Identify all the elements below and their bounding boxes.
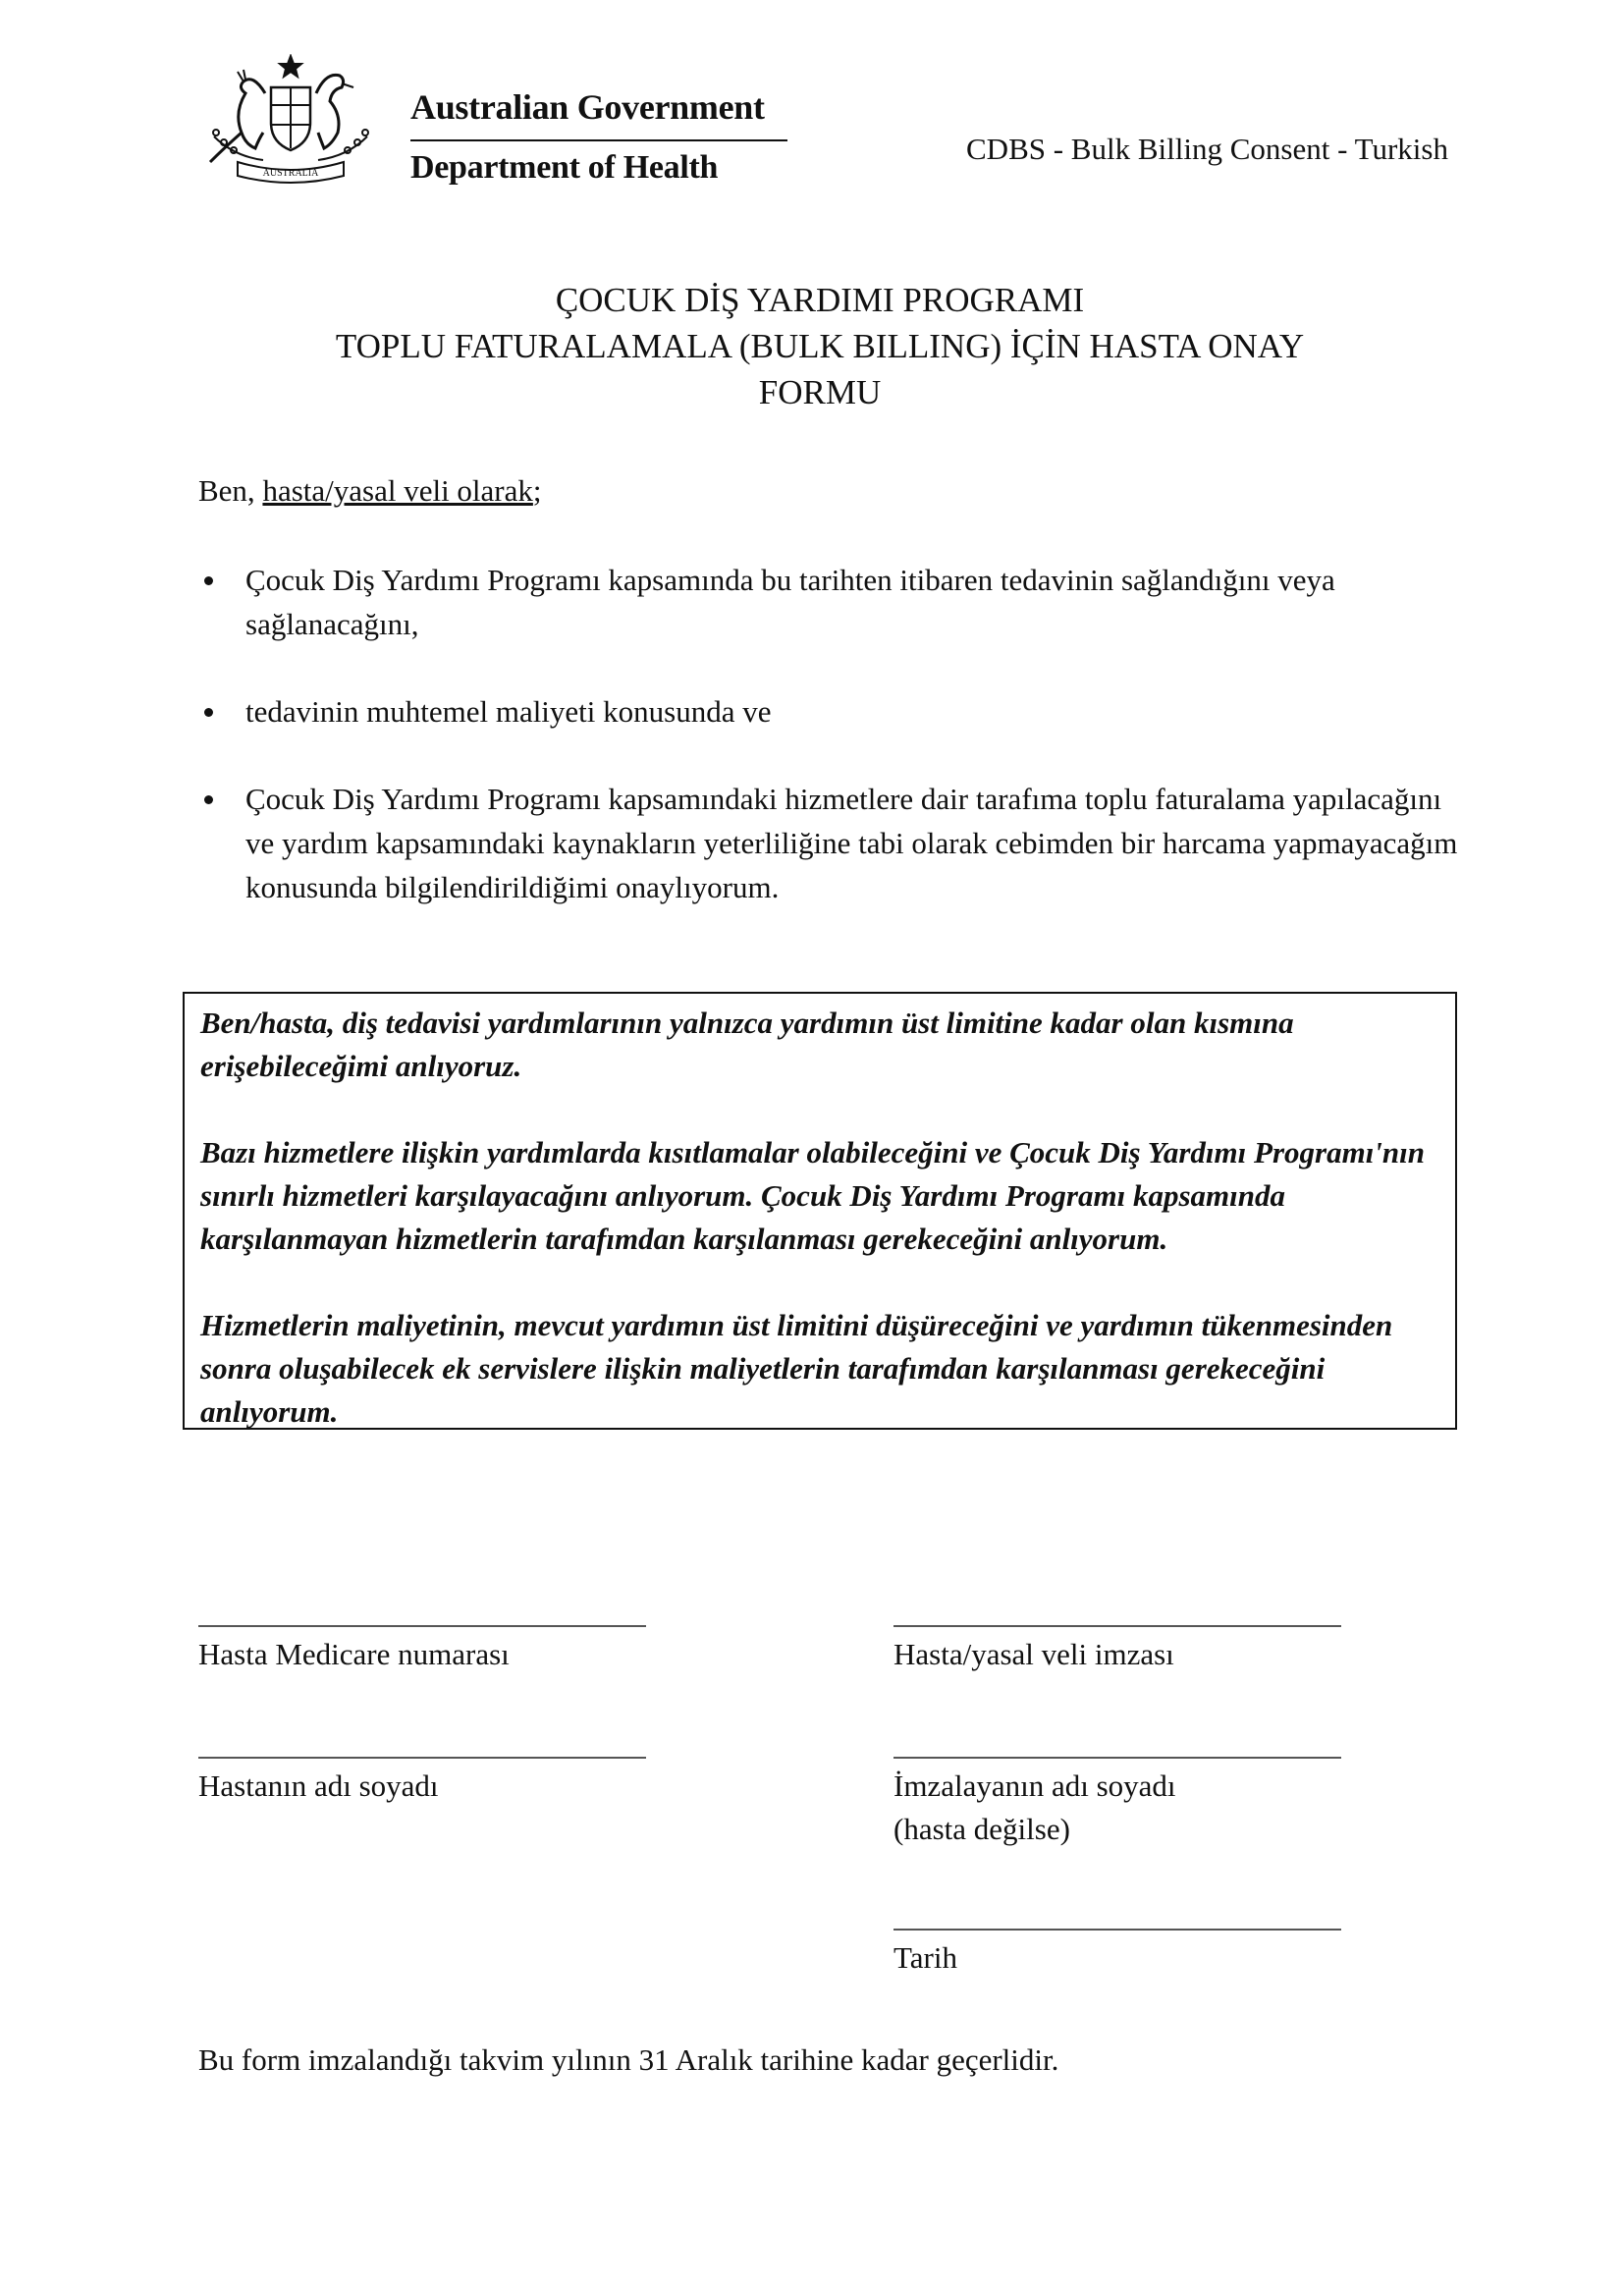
form-title-line-2: TOPLU FATURALAMALA (BULK BILLING) İÇİN HASTA ONAY [335,327,1305,365]
department-name: Department of Health [410,149,719,186]
list-item-text: Çocuk Diş Yardımı Programı kapsamında bu tarihten itibaren tedavinin sağlandığını veya sağlanacağını, [245,563,1335,641]
document-code: CDBS - Bulk Billing Consent - Turkish [966,132,1448,166]
patient-name-field[interactable] [198,1757,646,1759]
header-divider [410,139,787,141]
bullet-icon [204,576,213,585]
date-label: Tarih [893,1940,957,1975]
intro-suffix: ; [532,473,542,508]
list-item-text: Çocuk Diş Yardımı Programı kapsamındaki hizmetlere dair tarafıma toplu faturalama yapılacağını ve yardım kapsamındaki kaynakların yeterliliğine tabi olarak cebimden bir harcama yapmayacağım konusunda bilgilendirildiğimi onaylıyorum. [245,782,1458,904]
signer-name-label: İmzalayanın adı soyadı [893,1768,1176,1803]
bullet-icon [204,708,213,717]
notice-paragraph-3: Hizmetlerin maliyetinin, mevcut yardımın üst limitini düşüreceğini ve yardımın tükenmesinden sonra oluşabilecek ek servislere ilişkin maliyetlerin tarafımdan karşılanması gerekeceğini anlıyorum. [200,1308,1393,1429]
guardian-signature-field[interactable] [893,1625,1341,1627]
signer-name-note: (hasta değilse) [893,1812,1070,1846]
medicare-number-field[interactable] [198,1625,646,1627]
medicare-number-label: Hasta Medicare numarası [198,1637,510,1671]
signer-name-field[interactable] [893,1757,1341,1759]
intro-underlined-role: hasta/yasal veli olarak [262,473,533,508]
form-title-line-1: ÇOCUK DİŞ YARDIMI PROGRAMI [555,281,1085,319]
list-item [198,558,1475,646]
patient-name-label: Hastanın adı soyadı [198,1768,439,1803]
government-name: Australian Government [410,87,765,127]
benefit-limit-notice [183,992,1457,1430]
bullet-icon [204,795,213,804]
acknowledgement-list [198,558,1475,952]
notice-paragraph-1: Ben/hasta, diş tedavisi yardımlarının yalnızca yardımın üst limitine kadar olan kısmına erişebileceğimi anlıyoruz. [200,1006,1294,1083]
list-item [198,777,1475,909]
crest-scroll-text: AUSTRALIA [262,168,319,179]
guardian-signature-label: Hasta/yasal veli imzası [893,1637,1174,1671]
date-field[interactable] [893,1929,1341,1931]
coat-of-arms-logo [194,54,387,190]
notice-paragraph-2: Bazı hizmetlere ilişkin yardımlarda kısıtlamalar olabileceğini ve Çocuk Diş Yardımı Programı'nın sınırlı hizmetleri karşılayacağını anlıyorum. Çocuk Diş Yardımı Programı kapsamında karşılanmayan hizmetlerin tarafımdan karşılanması gerekeceğini anlıyorum. [200,1135,1426,1256]
form-title [196,277,1443,415]
list-item-text: tedavinin muhtemel maliyeti konusunda ve [245,694,772,729]
intro-prefix: Ben, [198,473,263,508]
intro-statement [198,473,542,509]
list-item [198,689,1475,734]
form-title-line-3: FORMU [758,373,882,411]
validity-note: Bu form imzalandığı takvim yılının 31 Aralık tarihine kadar geçerlidir. [198,2042,1059,2077]
